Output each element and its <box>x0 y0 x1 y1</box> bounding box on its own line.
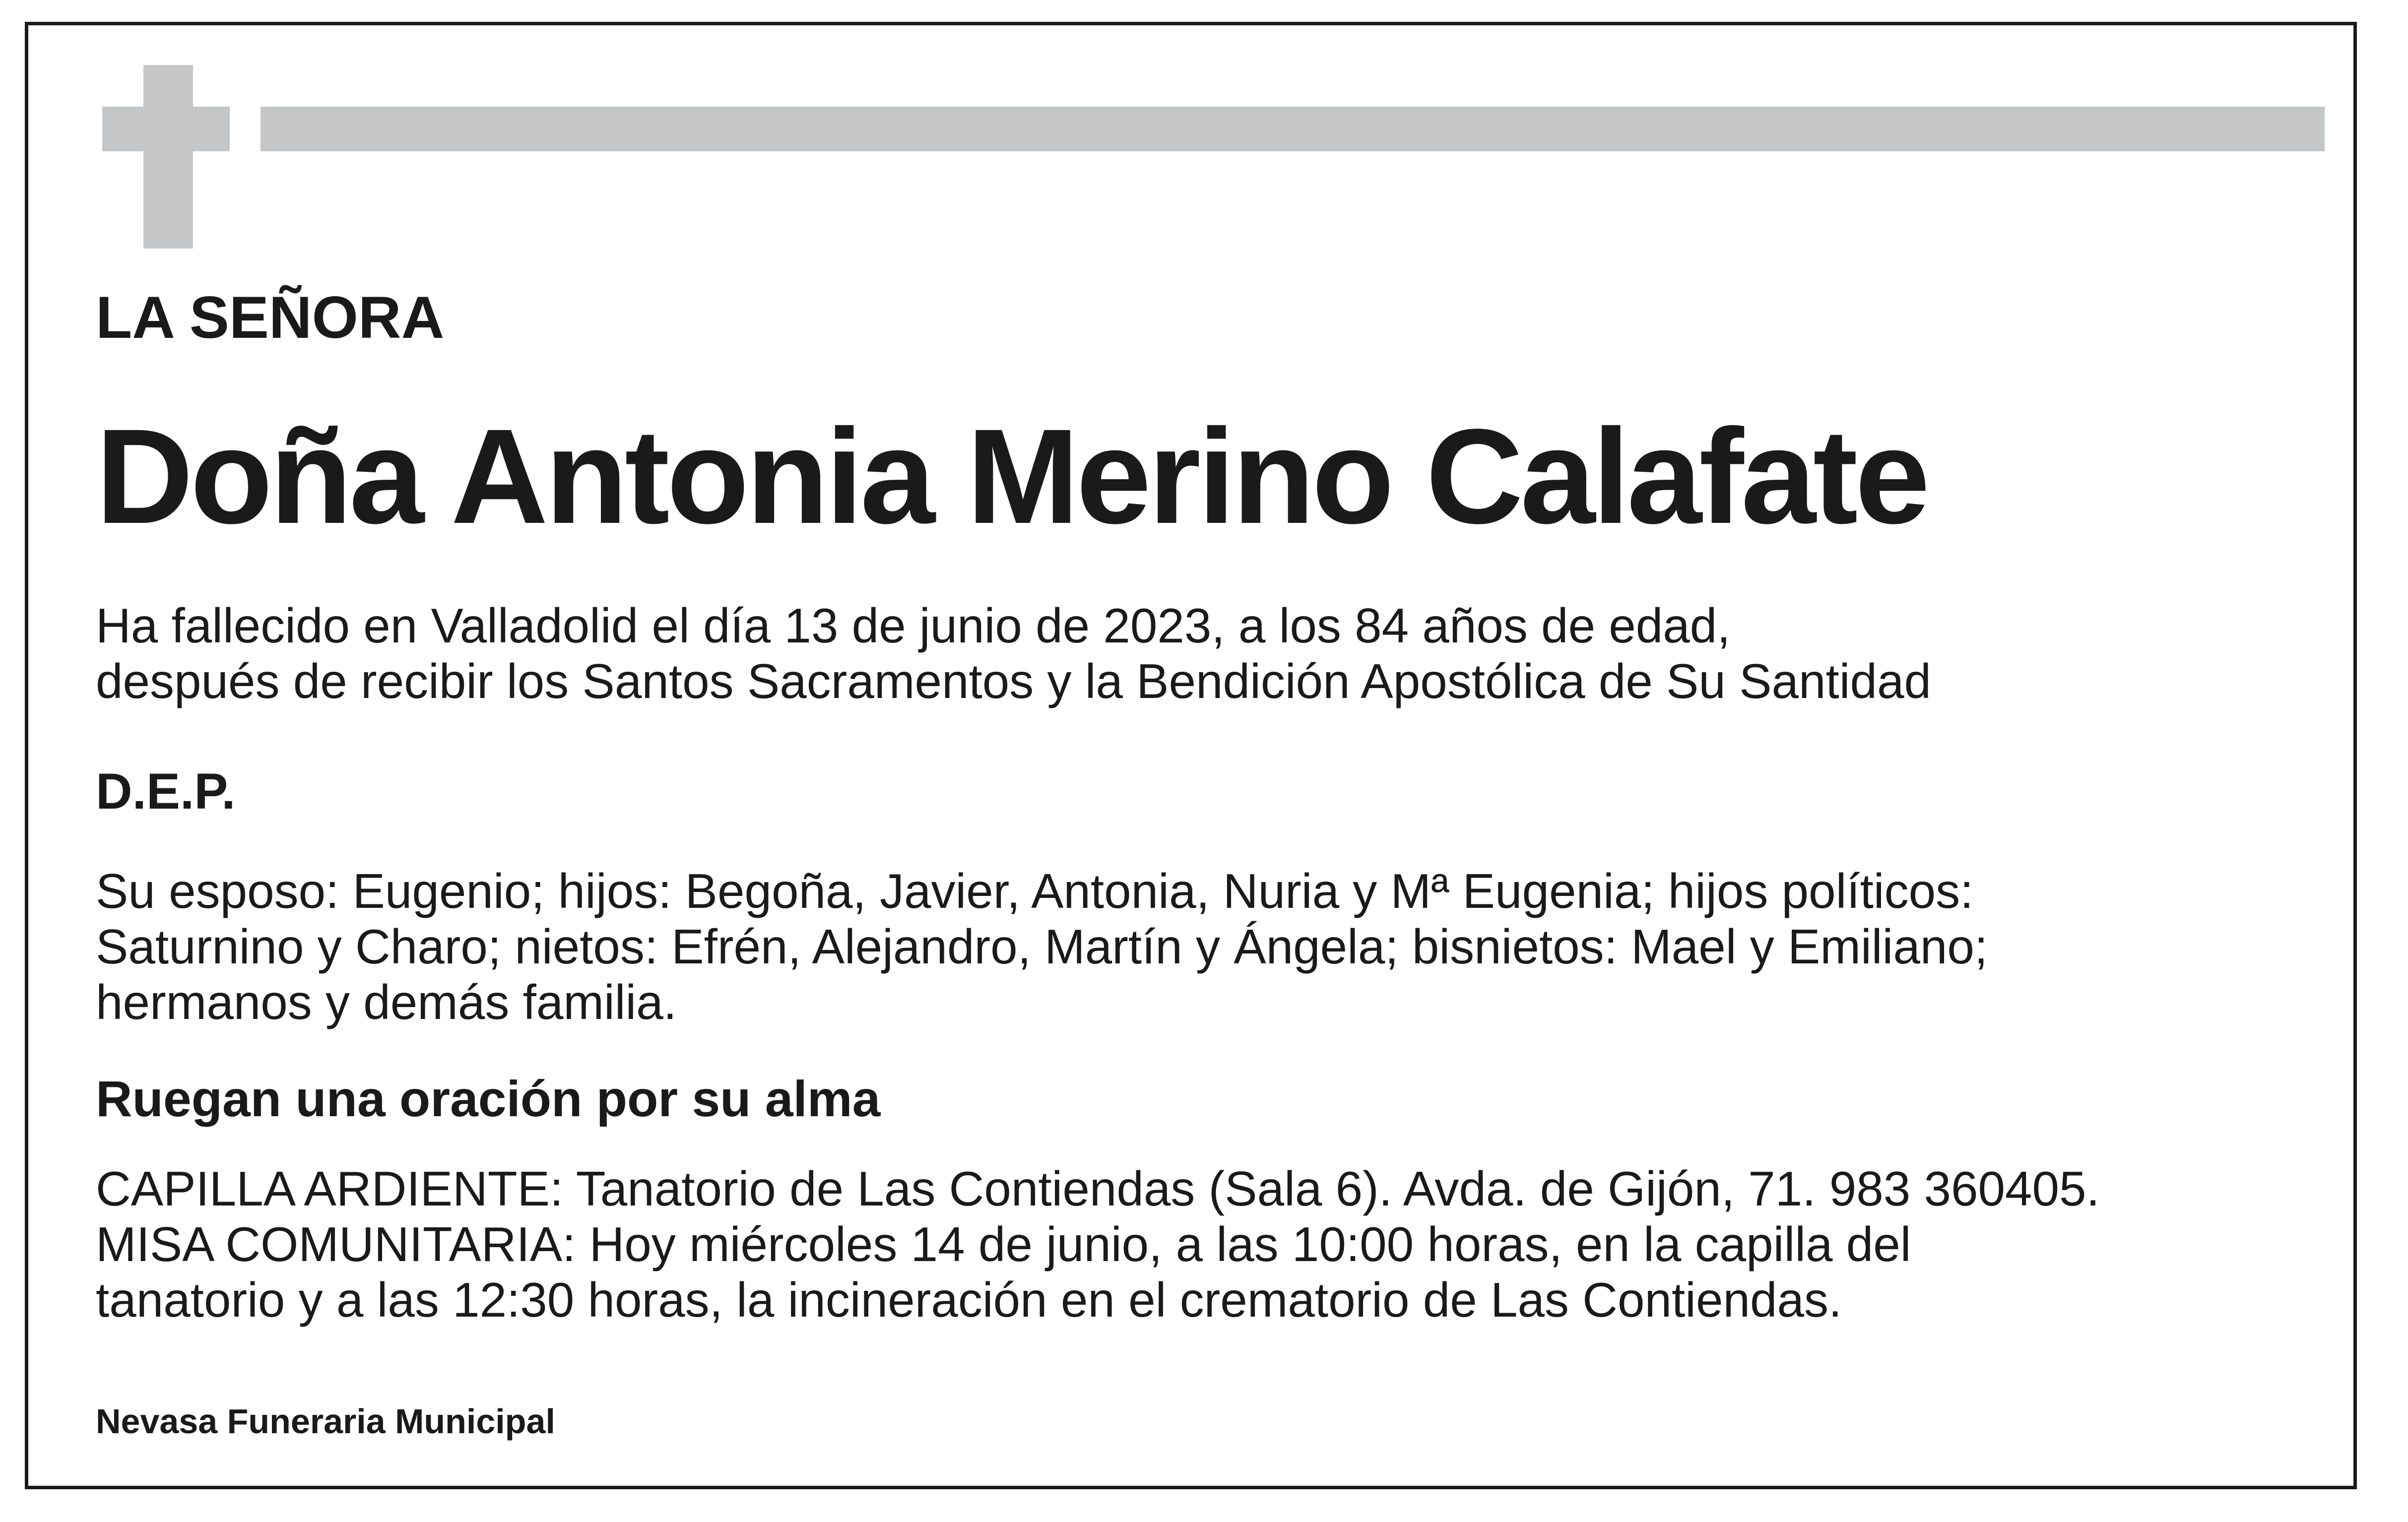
prayer-request: Ruegan una oración por su alma <box>96 1071 881 1127</box>
funeral-home-name: Nevasa Funeraria Municipal <box>96 1402 555 1441</box>
service-line: tanatorio y a las 12:30 horas, la incineración en el crematorio de Las Contiendas. <box>96 1272 1842 1327</box>
service-details <box>96 1161 2100 1328</box>
family-line: hermanos y demás familia. <box>96 975 677 1029</box>
deceased-name: Doña Antonia Merino Calafate <box>96 401 1927 552</box>
death-announcement <box>96 598 1931 709</box>
death-line: después de recibir los Santos Sacramentos y la Bendición Apostólica de Su Santidad <box>96 654 1932 708</box>
death-line: Ha fallecido en Valladolid el día 13 de junio de 2023, a los 84 años de edad, <box>96 598 1731 653</box>
family-line: Saturnino y Charo; nietos: Efrén, Alejandro, Martín y Ángela; bisnietos: Mael y Emiliano; <box>96 919 1988 974</box>
service-line: CAPILLA ARDIENTE: Tanatorio de Las Contiendas (Sala 6). Avda. de Gijón, 71. 983 360405. <box>96 1161 2100 1216</box>
family-list <box>96 863 1988 1030</box>
rip-abbreviation: D.E.P. <box>96 763 236 820</box>
cross-vertical-bar <box>143 65 193 249</box>
cross-horizontal-bar <box>102 107 230 151</box>
header-rule <box>260 107 2325 151</box>
notice-intro: LA SEÑORA <box>96 284 445 351</box>
family-line: Su esposo: Eugenio; hijos: Begoña, Javier, Antonia, Nuria y Mª Eugenia; hijos políticos: <box>96 864 1974 918</box>
service-line: MISA COMUNITARIA: Hoy miércoles 14 de junio, a las 10:00 horas, en la capilla del <box>96 1217 1911 1271</box>
